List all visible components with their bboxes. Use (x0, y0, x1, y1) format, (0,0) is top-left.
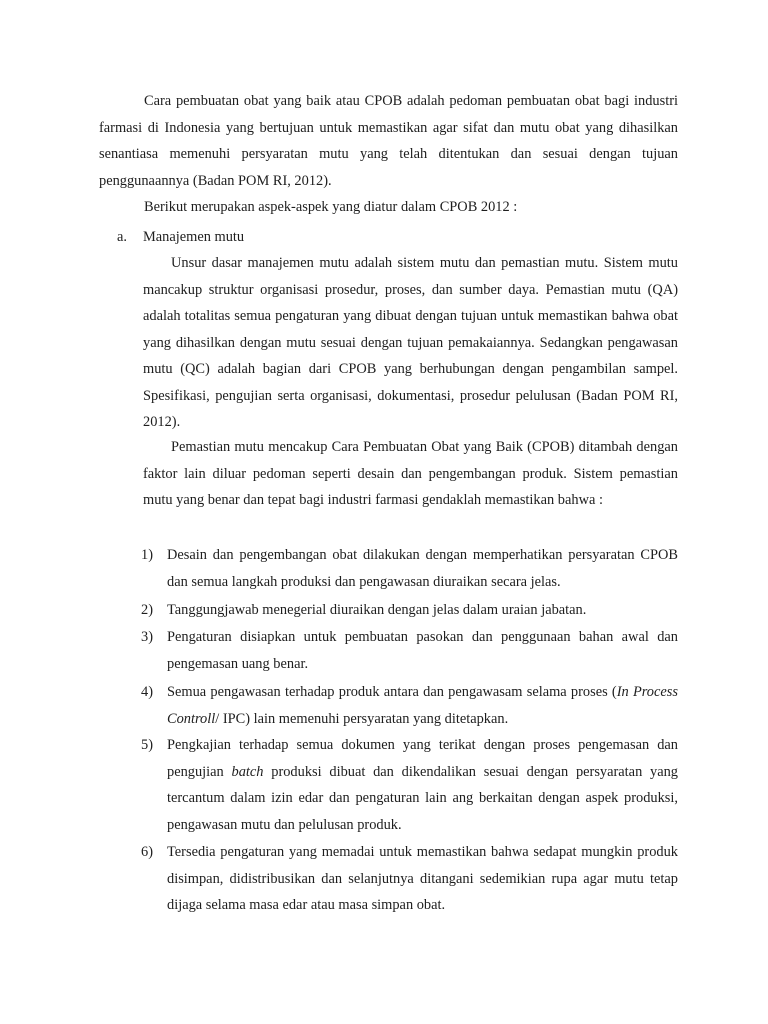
list-item-text: Pengaturan disiapkan untuk pembuatan pasokan dan penggunaan bahan awal dan pengemasan uang benar. (167, 629, 678, 672)
section-a-paragraph-1-text: Unsur dasar manajemen mutu adalah sistem mutu dan pemastian mutu. Sistem mutu mancakup struktur organisasi prosedur, proses, dan sumber daya. Pemastian mutu (QA) adalah totalitas semua pengaturan yang dibuat dengan tujuan untuk memastikan bahwa obat yang dihasilkan dengan mutu sesuai dengan tujuan pemakaiannya. Sedangkan pengawasan mutu (QC) adalah bagian dari CPOB yang berhubungan dengan pengambilan sampel. Spesifikasi, pengujian serta organisasi, dokumentasi, prosedur pelulusan (Badan POM RI, 2012). (143, 255, 678, 430)
list-item-number: 3) (141, 629, 153, 645)
list-item-italic: batch (231, 763, 264, 780)
list-item-text-part: produksi dibuat dan dikendalikan sesuai dengan persyaratan yang tercantum dalam izin edar dan pengaturan lain ang berkaitan dengan aspek produksi, pengawasan mutu dan pelulusan produk. (167, 763, 678, 833)
section-a-title: Manajemen mutu (143, 229, 245, 245)
list-item-text: Tanggungjawab menegerial diuraikan dengan jelas dalam uraian jabatan. (167, 602, 587, 618)
list-item (141, 624, 678, 677)
list-item-text: Desain dan pengembangan obat dilakukan dengan memperhatikan persyaratan CPOB dan semua langkah produksi dan pengawasan diuraikan secara jelas. (167, 547, 678, 590)
list-item-number: 1) (141, 547, 153, 563)
list-item (141, 597, 678, 624)
list-item-text-part: Semua pengawasan terhadap produk antara dan pengawasam selama proses ( (167, 684, 617, 700)
list-item-text (167, 732, 678, 838)
list-item-number: 2) (141, 602, 153, 618)
aspects-intro (99, 194, 678, 221)
list-item-text-part: Pengkajian terhadap semua dokumen yang terikat dengan proses pengemasan dan pengujian (167, 737, 678, 780)
list-item-text-part: / IPC) lain memenuhi persyaratan yang ditetapkan. (215, 710, 509, 727)
section-a-paragraph-1 (143, 250, 678, 436)
list-item-text (167, 679, 678, 732)
section-a-paragraph-2 (143, 434, 678, 514)
list-item (141, 542, 678, 595)
section-a-marker: a. (117, 229, 127, 245)
list-item-number: 5) (141, 737, 153, 753)
aspects-intro-text: Berikut merupakan aspek-aspek yang diatur dalam CPOB 2012 : (144, 199, 518, 215)
list-item (141, 732, 678, 838)
list-item-text: Tersedia pengaturan yang memadai untuk memastikan bahwa sedapat mungkin produk disimpan, didistribusikan dan selanjutnya ditangani sedemikian rupa agar mutu tetap dijaga selama masa edar atau masa simpan obat. (167, 844, 678, 913)
list-item (141, 679, 678, 732)
section-a-heading (117, 224, 244, 251)
intro-paragraph (99, 88, 678, 194)
list-item-italic: In Process Controll (167, 684, 678, 727)
intro-text: Cara pembuatan obat yang baik atau CPOB adalah pedoman pembuatan obat bagi industri farmasi di Indonesia yang bertujuan untuk memastikan agar sifat dan mutu obat yang dihasilkan senantiasa memenuhi persyaratan mutu yang telah ditentukan dan sesuai dengan tujuan penggunaannya (Badan POM RI, 2012). (99, 93, 678, 189)
list-item-number: 6) (141, 844, 153, 860)
list-item-number: 4) (141, 684, 153, 700)
section-a-paragraph-2-text: Pemastian mutu mencakup Cara Pembuatan Obat yang Baik (CPOB) ditambah dengan faktor lain diluar pedoman seperti desain dan pengembangan produk. Sistem pemastian mutu yang benar dan tepat bagi industri farmasi gendaklah memastikan bahwa : (143, 439, 678, 508)
list-item (141, 839, 678, 919)
